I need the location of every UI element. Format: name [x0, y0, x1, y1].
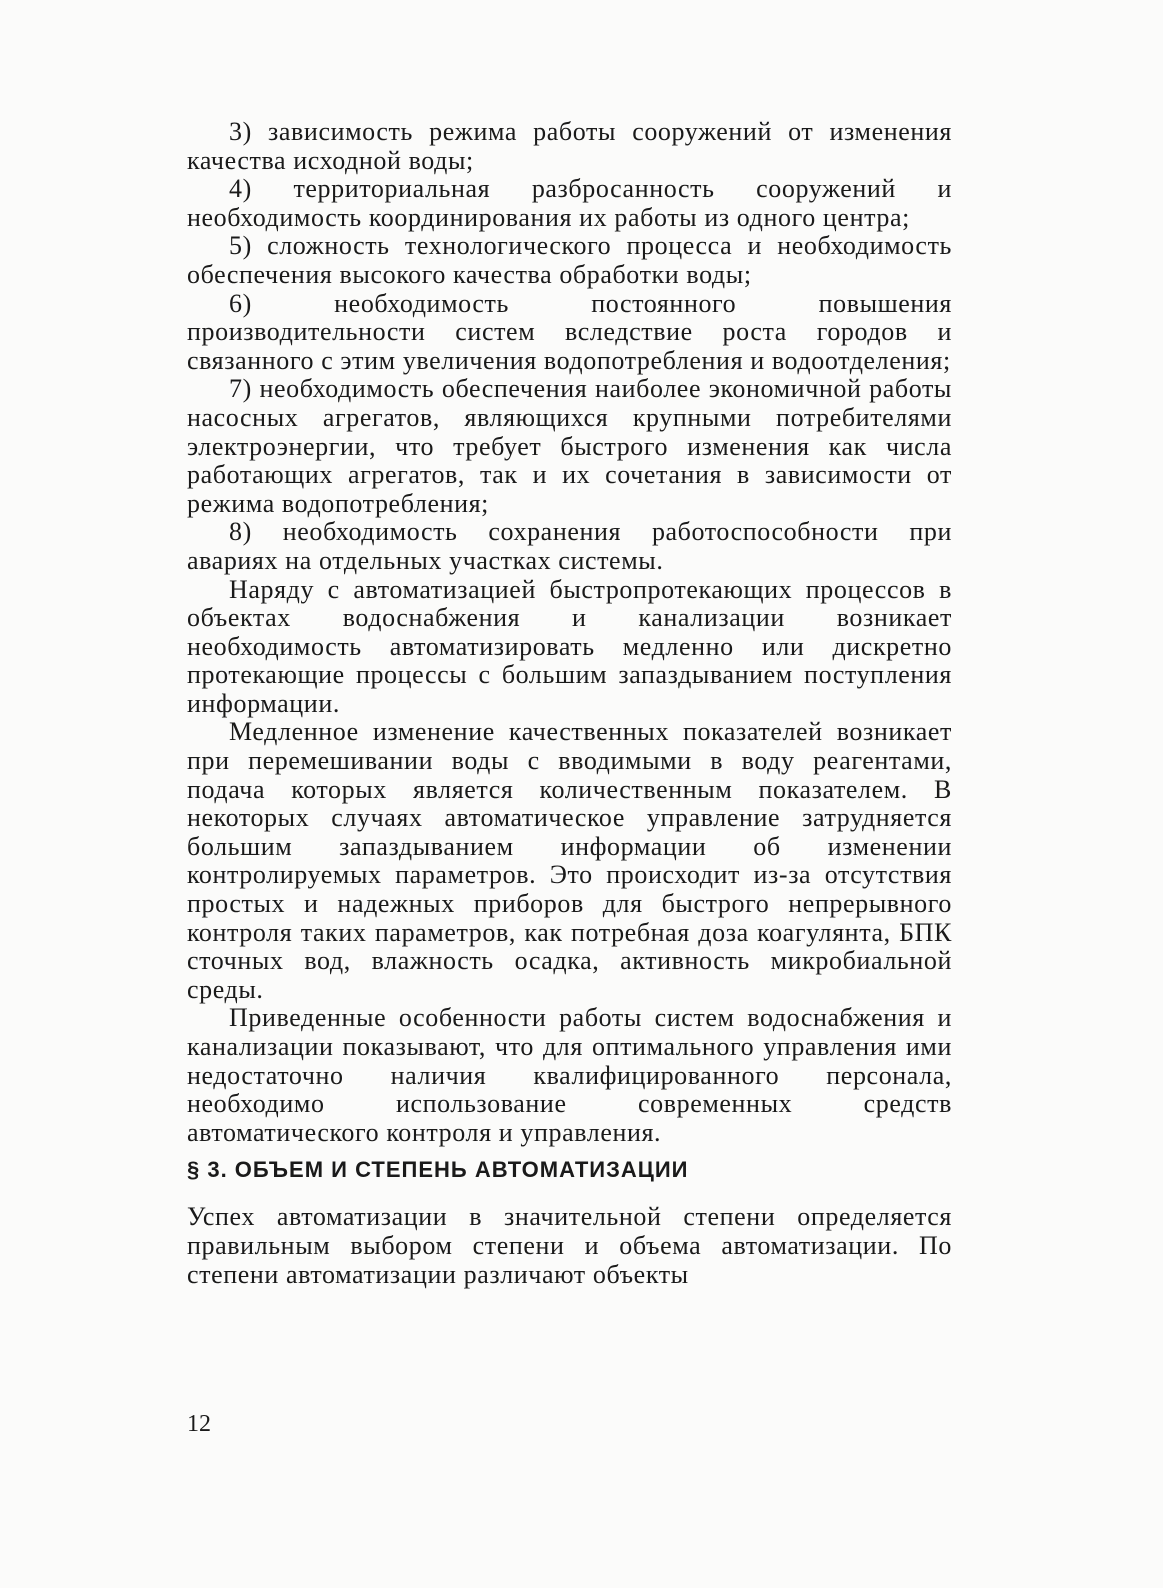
list-item-5: 5) сложность технологического процесса и необходимость обеспечения высокого качества обработки воды; — [187, 231, 952, 289]
page-body — [187, 118, 952, 1289]
list-item-3: 3) зависимость режима работы сооружений от изменения качества исходной воды; — [187, 117, 952, 175]
paragraph-quality-indicators: Медленное изменение качественных показателей возникает при перемешивании воды с вводимыми в воду реагентами, подача которых является количественным показателем. В некоторых случаях автоматическое управление затрудняется большим запаздыванием информации об изменении контролируемых параметров. Это происходит из-за отсутствия простых и надежных приборов для быстрого непрерывного контроля таких параметров, как потребная доза коагулянта, БПК сточных вод, влажность осадка, активность микробиальной среды. — [187, 717, 952, 1004]
list-item-7: 7) необходимость обеспечения наиболее экономичной работы насосных агрегатов, являющихся крупными потребителями электроэнергии, что требует быстрого изменения как числа работающих агрегатов, так и их сочетания в зависимости от режима водопотребления; — [187, 374, 952, 518]
list-item-6: 6) необходимость постоянного повышения производительности систем вследствие роста городов и связанного с этим увеличения водопотребления и водоотделения; — [187, 288, 952, 375]
page-number: 12 — [187, 1411, 211, 1437]
section-heading: § 3. ОБЪЕМ И СТЕПЕНЬ АВТОМАТИЗАЦИИ — [187, 1157, 689, 1183]
list-item-4: 4) территориальная разбросанность сооружений и необходимость координирования их работы из одного центра; — [187, 174, 952, 232]
section-paragraph: Успех автоматизации в значительной степени определяется правильным выбором степени и объема автоматизации. По степени автоматизации различают объекты — [187, 1202, 952, 1289]
paragraph-automation-slow-processes: Наряду с автоматизацией быстропротекающих процессов в объектах водоснабжения и канализации возникает необходимость автоматизировать медленно или дискретно протекающие процессы с большим запаздыванием поступления информации. — [187, 574, 952, 718]
paragraph-features-summary: Приведенные особенности работы систем водоснабжения и канализации показывают, что для оптимального управления ими недостаточно наличия квалифицированного персонала, необходимо использование современных средств автоматического контроля и управления. — [187, 1003, 952, 1147]
list-item-8: 8) необходимость сохранения работоспособности при авариях на отдельных участках системы. — [187, 517, 952, 575]
